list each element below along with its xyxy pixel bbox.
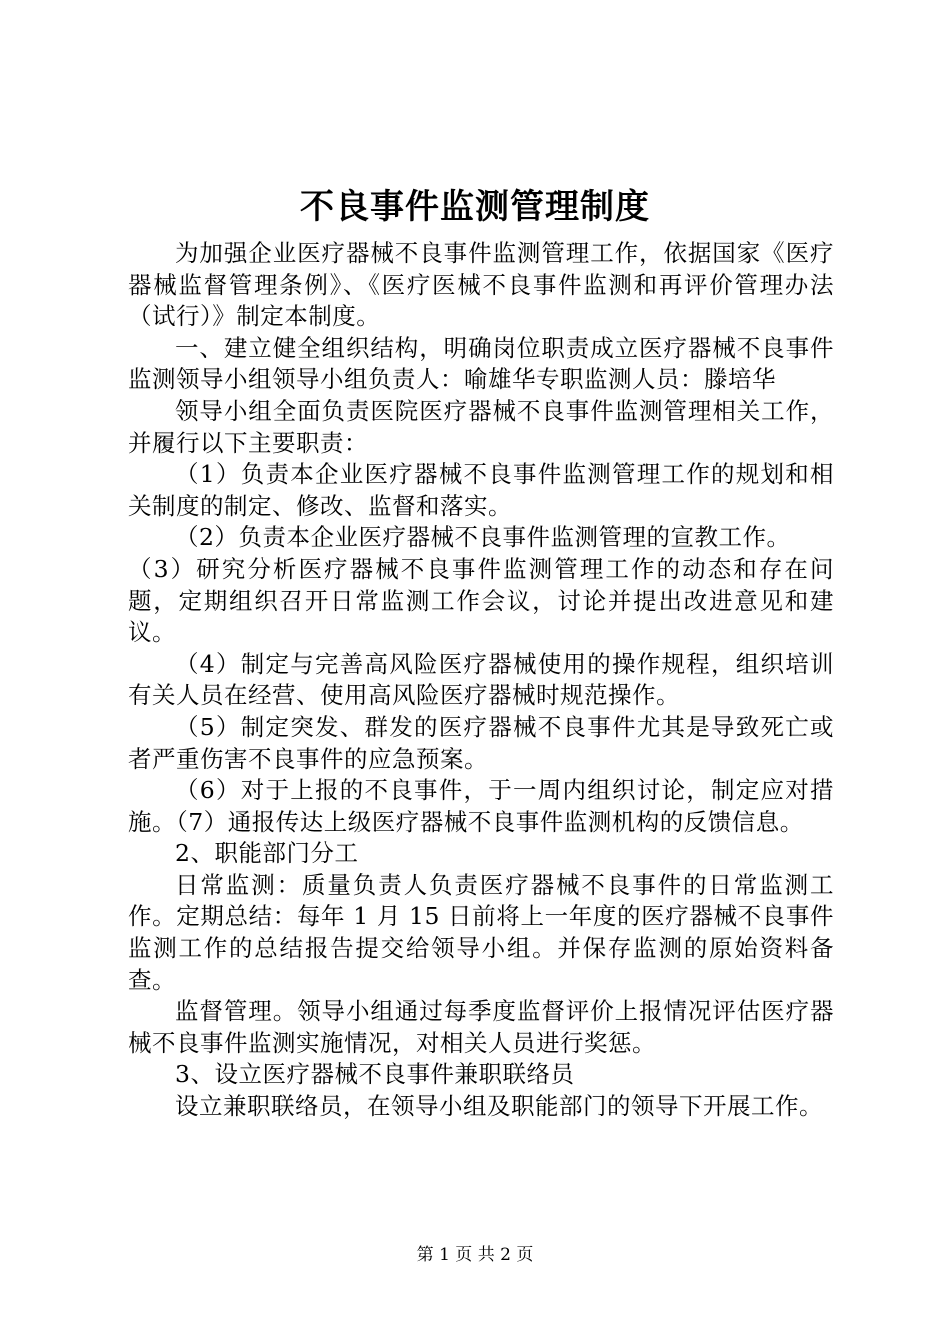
paragraph-duty-2: （2）负责本企业医疗器械不良事件监测管理的宣教工作。 — [175, 523, 791, 552]
paragraph-duty-4: （4）制定与完善高风险医疗器械使用的操作规程，组织培训有关人员在经营、使用高风险医疗器械时规范操作。 — [128, 649, 834, 710]
document-title: 不良事件监测管理制度 — [300, 187, 650, 227]
paragraph-leadership-duties: 领导小组全面负责医院医疗器械不良事件监测管理相关工作，并履行以下主要职责： — [128, 396, 834, 457]
document-body — [128, 238, 834, 1123]
paragraph-duty-5: （5）制定突发、群发的医疗器械不良事件尤其是导致死亡或者严重伤害不良事件的应急预案。 — [128, 712, 834, 773]
paragraph-duty-3: （3）研究分析医疗器械不良事件监测管理工作的动态和存在问题，定期组织召开日常监测工作会议，讨论并提出改进意见和建议。 — [128, 554, 834, 647]
paragraph-section-1: 一、建立健全组织结构，明确岗位职责成立医疗器械不良事件监测领导小组领导小组负责人：喻雄华专职监测人员：滕培华 — [128, 333, 834, 394]
paragraph-duty-1: （1）负责本企业医疗器械不良事件监测管理工作的规划和相关制度的制定、修改、监督和落实。 — [128, 460, 834, 520]
paragraph-intro: 为加强企业医疗器械不良事件监测管理工作，依据国家《医疗器械监督管理条例》、《医疗医械不良事件监测和再评价管理办法（试行）》制定本制度。 — [128, 239, 834, 331]
paragraph-liaison: 设立兼职联络员，在领导小组及职能部门的领导下开展工作。 — [175, 1092, 823, 1121]
paragraph-supervision: 监督管理。领导小组通过每季度监督评价上报情况评估医疗器械不良事件监测实施情况，对相关人员进行奖惩。 — [128, 997, 834, 1057]
paragraph-daily-monitoring: 日常监测：质量负责人负责医疗器械不良事件的日常监测工作。定期总结：每年 1 月 15 日前将上一年度的医疗器械不良事件监测工作的总结报告提交给领导小组。并保存监测的原始资料备查。 — [128, 870, 834, 994]
paragraph-duty-6-7: （6）对于上报的不良事件，于一周内组织讨论，制定应对措施。（7）通报传达上级医疗器械不良事件监测机构的反馈信息。 — [128, 776, 834, 836]
paragraph-section-3-heading: 3、设立医疗器械不良事件兼职联络员 — [175, 1060, 575, 1089]
page-number-footer: 第 1 页 共 2 页 — [416, 1245, 534, 1265]
paragraph-section-2-heading: 2、职能部门分工 — [175, 839, 359, 868]
